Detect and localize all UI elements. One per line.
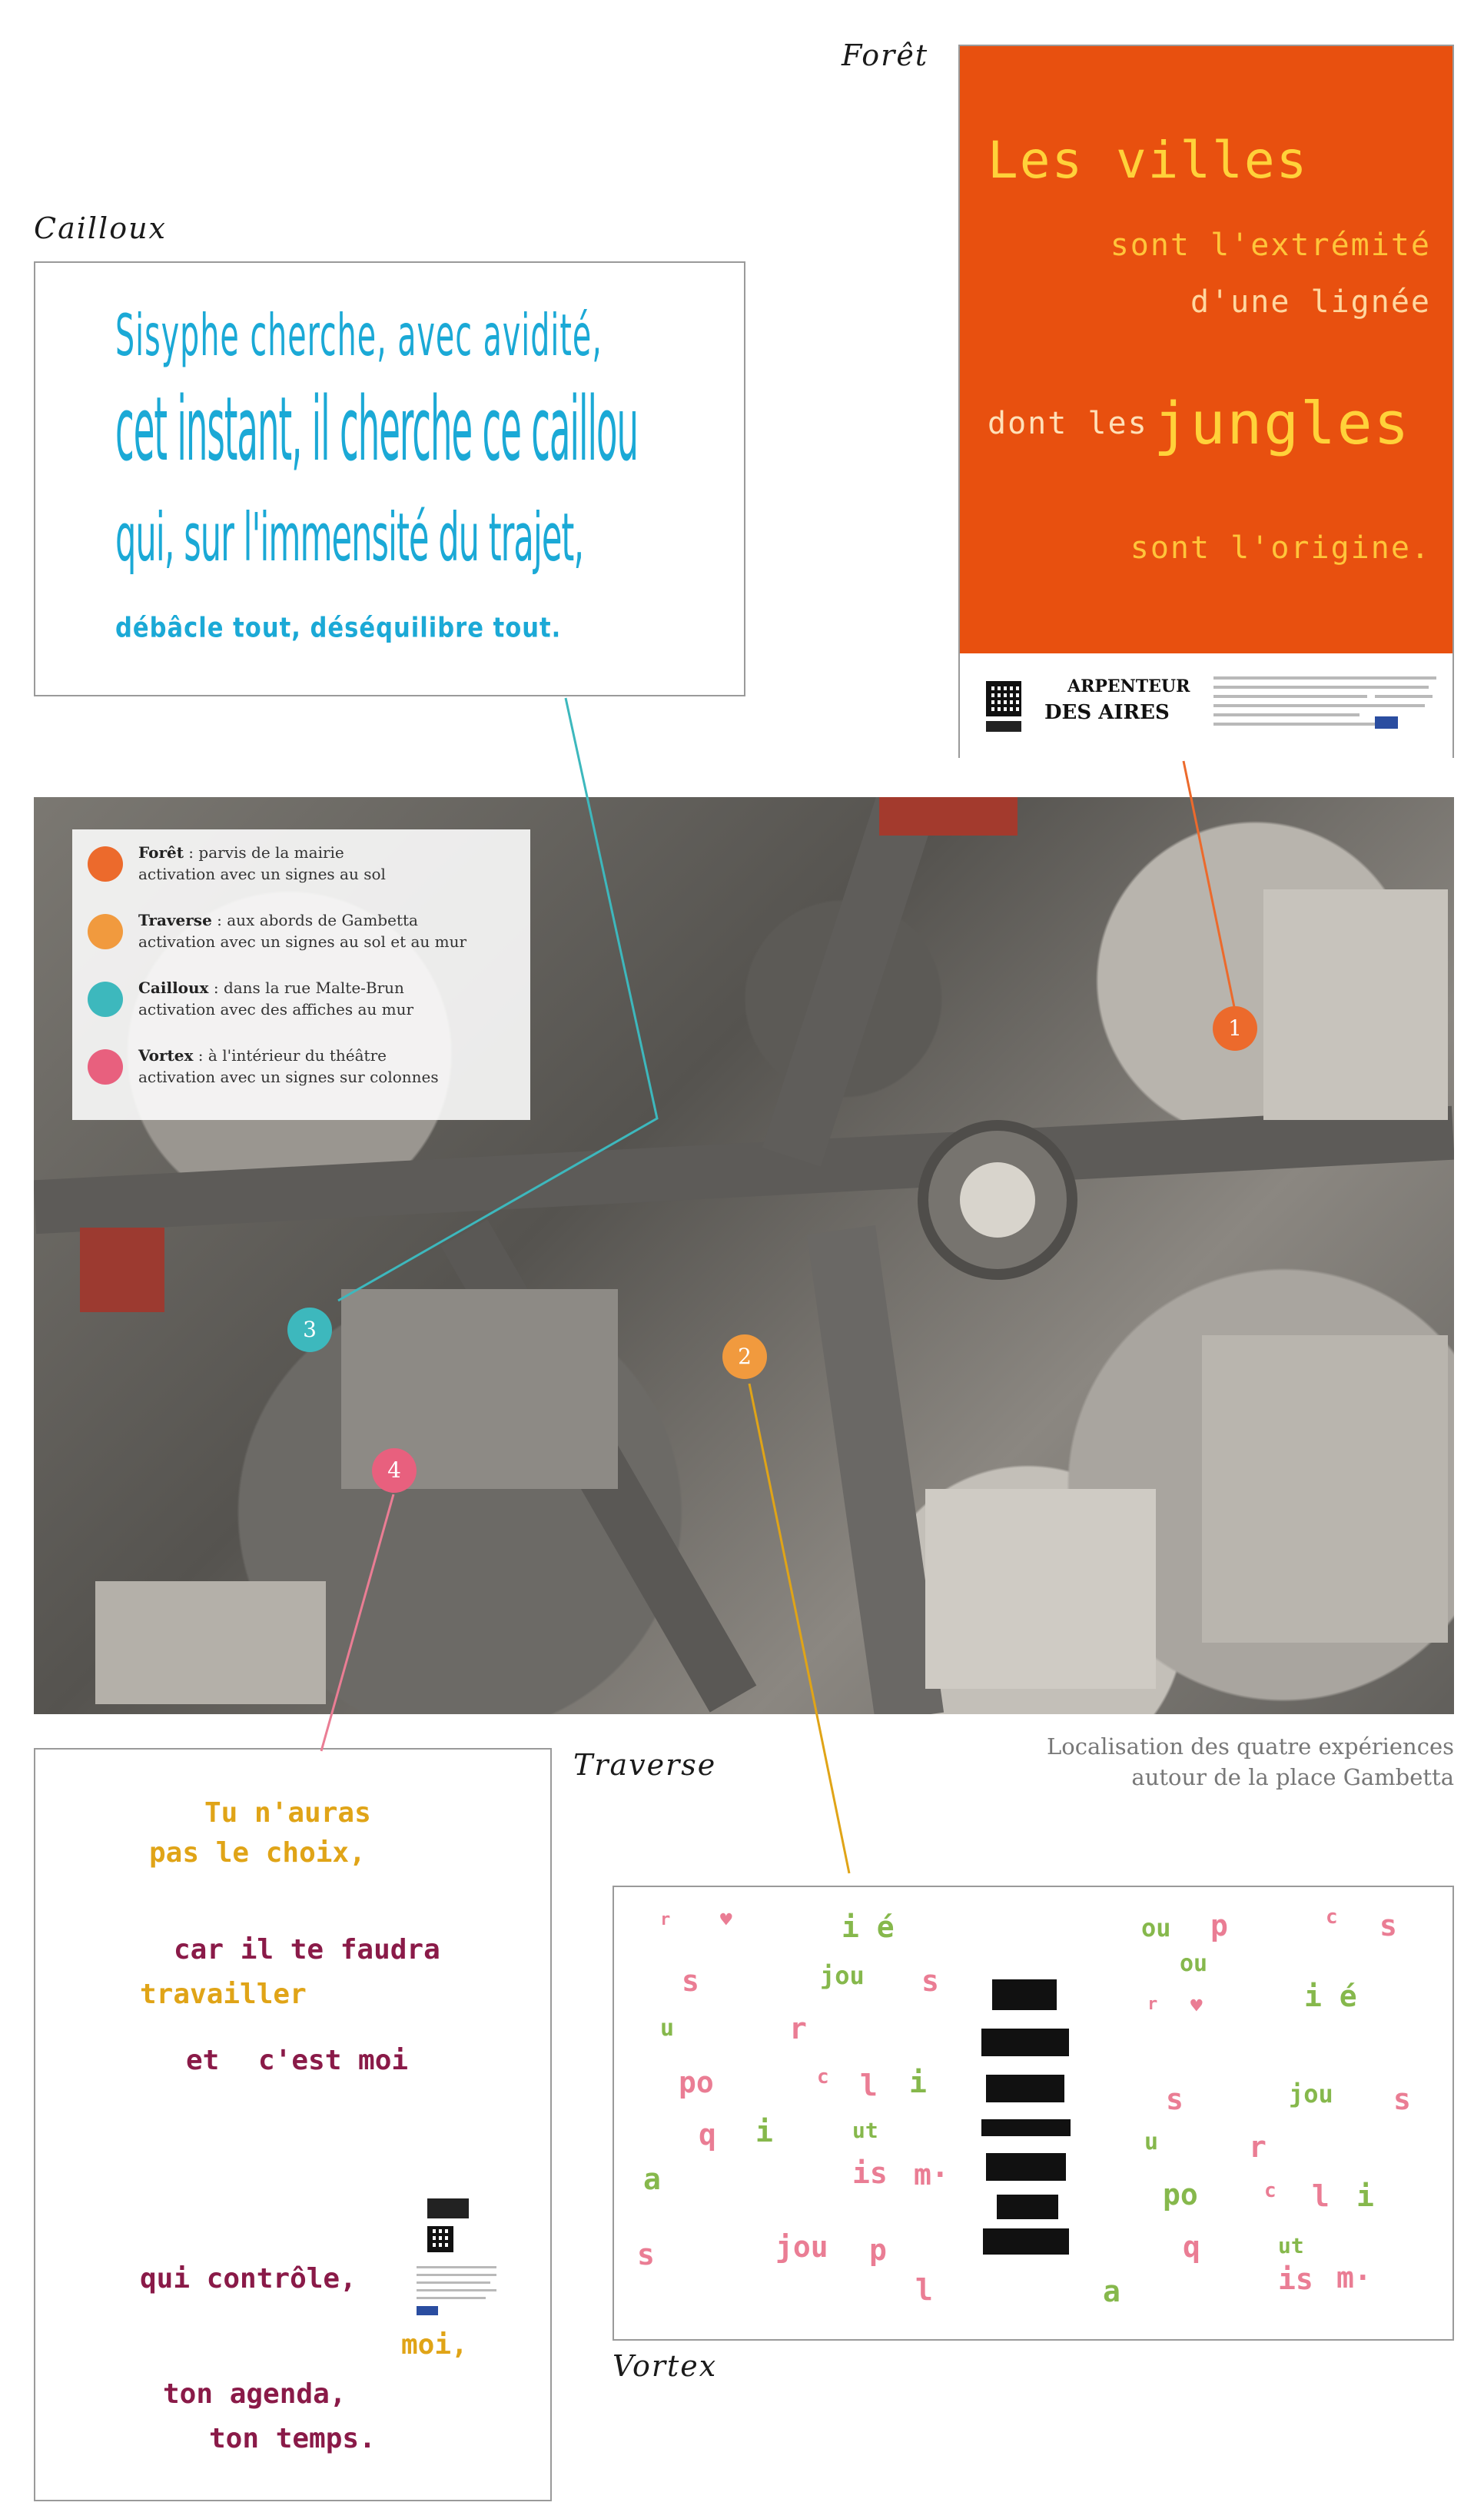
vortex-fragment: i: [1356, 2179, 1374, 2213]
vortex-fragment: c: [1264, 2179, 1277, 2202]
vortex-fragment: ut: [852, 2118, 878, 2143]
map-caption-line-1: Localisation des quatre expériences: [1046, 1733, 1454, 1760]
road-north: [762, 797, 935, 1167]
traverse-logo: [427, 2198, 469, 2218]
heart-icon: ♥: [720, 1909, 732, 1932]
vortex-fragment: jou: [775, 2230, 828, 2264]
legend-desc-traverse: activation avec un signes au sol et au mur: [138, 932, 467, 951]
vortex-fragment: c: [817, 2065, 829, 2089]
vortex-column-glyph-3: [986, 2075, 1064, 2102]
vortex-fragment: i: [909, 2065, 927, 2099]
road-east-west: [34, 1106, 1454, 1235]
qr-code-icon: [427, 2226, 453, 2252]
caption-foret: Forêt: [842, 38, 929, 72]
qr-code-icon: [986, 681, 1021, 716]
foret-line-1: Les villes: [988, 131, 1309, 190]
legend-name-vortex: Vortex: [138, 1046, 194, 1065]
vortex-column-glyph-6: [997, 2195, 1058, 2219]
legend-dot-vortex: [88, 1049, 123, 1085]
legend-dot-cailloux: [88, 982, 123, 1017]
vortex-fragment: ou: [1141, 1913, 1171, 1942]
caption-cailloux: Cailloux: [34, 211, 167, 245]
legend-place-vortex: : à l'intérieur du théâtre: [193, 1046, 387, 1065]
arpenteur-logo-line1: ARPENTEUR: [1067, 676, 1190, 696]
marker-1-foret[interactable]: 1: [1213, 1006, 1257, 1051]
foret-poster: [958, 45, 1454, 758]
vortex-fragment: m·: [1336, 2261, 1372, 2295]
traverse-line-1: Tu n'auras: [204, 1797, 371, 1829]
legend-name-foret: Forêt: [138, 843, 184, 862]
traverse-line-6: qui contrôle,: [140, 2263, 357, 2295]
marker-2-traverse[interactable]: 2: [722, 1334, 767, 1379]
legend-name-cailloux: Cailloux: [138, 979, 209, 997]
traverse-line-9: ton temps.: [209, 2423, 376, 2454]
map-legend: [72, 829, 530, 1120]
cailloux-line-1: Sisyphe cherche, avec avidité,: [115, 303, 603, 370]
cailloux-poster: [34, 261, 745, 696]
foret-poster-footer: [960, 653, 1452, 758]
legend-desc-vortex: activation avec un signes sur colonnes: [138, 1068, 439, 1086]
marker-4-vortex[interactable]: 4: [372, 1448, 417, 1493]
legend-desc-foret: activation avec un signes au sol: [138, 865, 386, 883]
vortex-fragment: s: [1393, 2082, 1411, 2116]
caption-vortex: Vortex: [613, 2349, 718, 2383]
vortex-fragment: a: [643, 2162, 661, 2196]
traverse-line-7: moi,: [401, 2329, 468, 2361]
road-south: [807, 1225, 944, 1714]
vortex-fragment: ou: [1180, 1950, 1208, 1977]
vortex-fragment: l: [915, 2273, 933, 2307]
vortex-fragment: q: [699, 2118, 716, 2152]
vortex-fragment: q: [1183, 2230, 1200, 2264]
vortex-fragment: ut: [1278, 2233, 1304, 2258]
vortex-poster: [613, 1886, 1454, 2341]
vortex-column-glyph-7: [983, 2228, 1069, 2255]
vortex-fragment: is: [852, 2156, 888, 2190]
vortex-fragment: p: [1210, 1909, 1228, 1942]
caption-traverse: Traverse: [573, 1748, 717, 1782]
eu-flag-icon: [417, 2306, 438, 2315]
vortex-fragment: m·: [914, 2158, 949, 2192]
vortex-fragment: u: [660, 2015, 675, 2042]
arpenteur-logo-line2: DES AIRES: [1044, 701, 1170, 724]
vortex-fragment: r: [1147, 1995, 1158, 2014]
heart-icon: ♥: [1190, 1995, 1203, 2018]
legend-dot-foret: [88, 846, 123, 882]
vortex-column-glyph-4: [981, 2119, 1071, 2136]
vortex-fragment: c: [1326, 1906, 1338, 1929]
traverse-line-8: ton agenda,: [163, 2378, 347, 2410]
vortex-fragment: p: [869, 2233, 887, 2267]
traverse-line-4: travailler: [140, 1979, 307, 2010]
legend-dot-traverse: [88, 914, 123, 949]
legend-place-traverse: : aux abords de Gambetta: [211, 911, 418, 929]
cailloux-line-4: débâcle tout, déséquilibre tout.: [115, 612, 562, 644]
cailloux-line-2: cet instant, il cherche ce caillou: [115, 378, 639, 481]
traverse-line-5b: c'est moi: [258, 2045, 409, 2076]
vortex-fragment: is: [1278, 2262, 1313, 2296]
vortex-fragment: u: [1144, 2128, 1159, 2155]
vortex-fragment: s: [1166, 2082, 1184, 2116]
cailloux-line-3: qui, sur l'immensité du trajet,: [115, 500, 584, 577]
vortex-fragment: r: [789, 2012, 807, 2045]
vortex-column-glyph-5: [986, 2153, 1066, 2181]
vortex-fragment: l: [860, 2069, 878, 2102]
foret-line-4a: dont les: [988, 406, 1148, 441]
aerial-map: [34, 797, 1454, 1714]
legend-place-cailloux: : dans la rue Malte-Brun: [208, 979, 404, 997]
vortex-fragment: s: [682, 1964, 699, 1998]
legend-name-traverse: Traverse: [138, 911, 212, 929]
vortex-fragment: a: [1103, 2275, 1120, 2308]
marker-3-cailloux[interactable]: 3: [287, 1308, 332, 1352]
roundabout-fountain: [960, 1162, 1035, 1238]
foret-line-3: d'une lignée: [1190, 284, 1431, 320]
foret-line-4b: jungles: [1154, 389, 1411, 457]
vortex-fragment: i é: [842, 1910, 895, 1944]
vortex-fragment: i: [755, 2115, 773, 2148]
vortex-fragment: i é: [1304, 1979, 1357, 2013]
vortex-fragment: r: [660, 1910, 671, 1929]
vortex-fragment: s: [1379, 1909, 1397, 1942]
map-caption-line-2: autour de la place Gambetta: [1131, 1764, 1454, 1790]
foret-poster-background: [960, 46, 1452, 653]
traverse-line-3: car il te faudra: [174, 1934, 440, 1966]
traverse-line-5a: et: [186, 2045, 220, 2076]
legend-desc-cailloux: activation avec des affiches au mur: [138, 1000, 414, 1019]
foret-line-2: sont l'extrémité: [1110, 228, 1431, 263]
vortex-fragment: jou: [1289, 2079, 1333, 2109]
vortex-column-glyph-2: [981, 2029, 1069, 2056]
traverse-line-2: pas le choix,: [149, 1837, 366, 1869]
legend-place-foret: : parvis de la mairie: [183, 843, 344, 862]
collectif-logo: [986, 721, 1021, 732]
map-caption: [1047, 1731, 1454, 1793]
vortex-column-glyph-1: [992, 1979, 1057, 2010]
vortex-fragment: po: [679, 2065, 714, 2099]
vortex-fragment: r: [1249, 2130, 1267, 2164]
eu-flag-icon: [1375, 716, 1398, 729]
vortex-fragment: jou: [820, 1961, 865, 1990]
vortex-fragment: s: [637, 2238, 655, 2271]
traverse-poster: [34, 1748, 552, 2501]
vortex-fragment: l: [1312, 2179, 1330, 2213]
vortex-fragment: po: [1163, 2178, 1198, 2212]
foret-line-5: sont l'origine.: [1130, 530, 1431, 566]
vortex-fragment: s: [921, 1964, 939, 1998]
